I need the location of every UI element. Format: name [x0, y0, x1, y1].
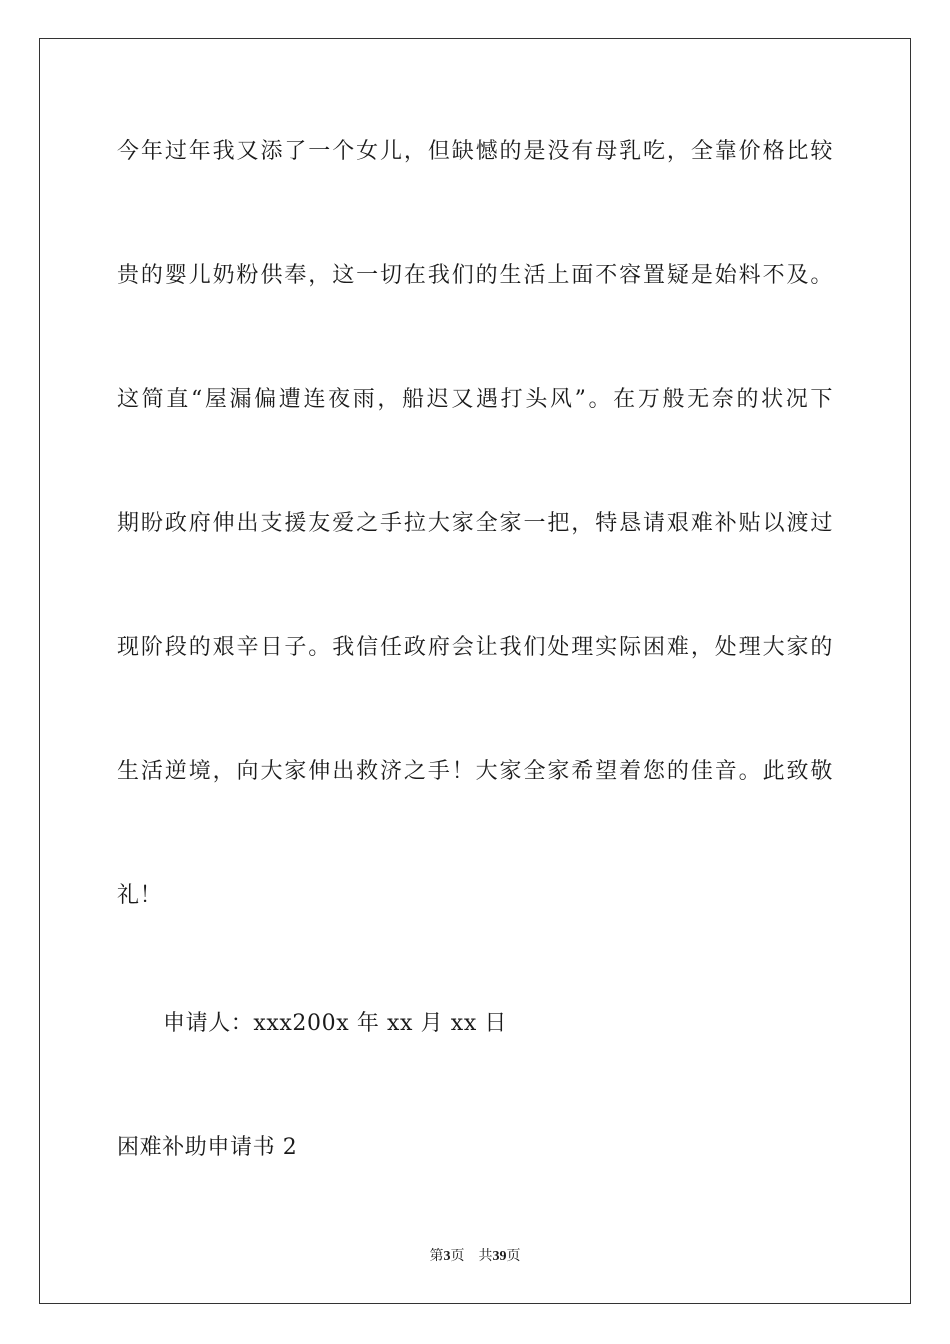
body-line-6: 生活逆境，向大家伸出救济之手！大家全家希望着您的佳音。此致敬 — [117, 759, 833, 784]
body-line-3: 这简直“屋漏偏遭连夜雨，船迟又遇打头风”。在万般无奈的状况下 — [117, 387, 833, 412]
footer-total-suffix: 页 — [506, 1249, 521, 1264]
body-line-2: 贵的婴儿奶粉供奉，这一切在我们的生活上面不容置疑是始料不及。 — [117, 263, 833, 288]
footer-page-number: 3 — [443, 1249, 451, 1264]
page-border — [39, 38, 911, 1304]
footer-total-prefix: 共 — [478, 1249, 493, 1264]
footer-page-prefix: 第 — [429, 1249, 444, 1264]
body-line-1: 今年过年我又添了一个女儿，但缺憾的是没有母乳吃，全靠价格比较 — [117, 139, 833, 164]
footer-page-suffix: 页 — [450, 1249, 465, 1264]
body-line-7: 礼！ — [117, 883, 163, 908]
body-line-4: 期盼政府伸出支援友爱之手拉大家全家一把，特恳请艰难补贴以渡过 — [117, 511, 833, 536]
page-footer — [0, 1248, 950, 1266]
signature-line: 申请人：xxx200x 年 xx 月 xx 日 — [163, 1011, 508, 1036]
body-line-5: 现阶段的艰辛日子。我信任政府会让我们处理实际困难，处理大家的 — [117, 635, 833, 660]
footer-total-pages: 39 — [492, 1249, 507, 1264]
section-heading: 困难补助申请书 2 — [117, 1135, 298, 1160]
